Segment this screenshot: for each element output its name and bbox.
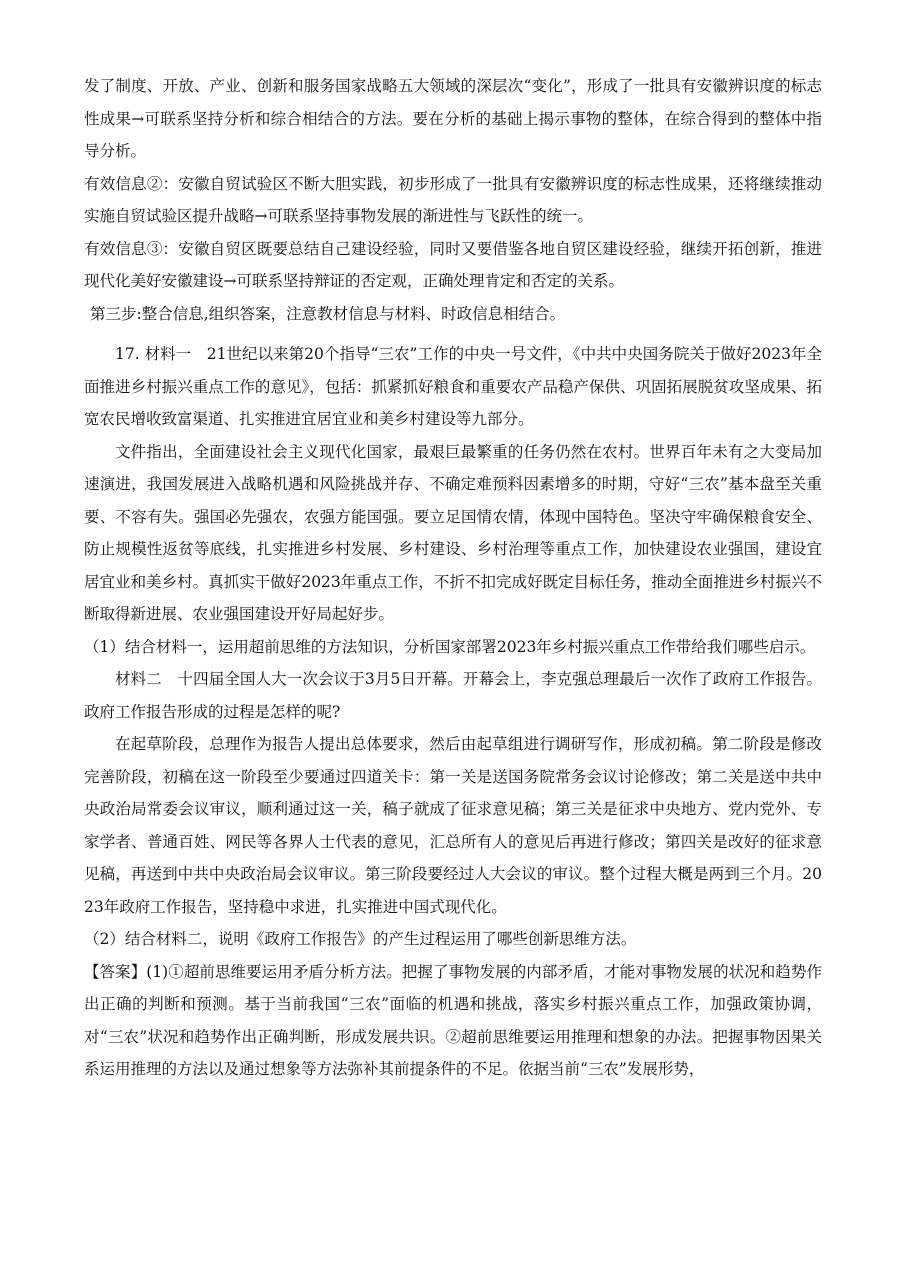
paragraph-info-3: 有效信息③：安徽自贸区既要总结自己建设经验，同时又要借鉴各地自贸区建设经验，继续开拓创新，推进现代化美好安徽建设→可联系坚持辩证的否定观，正确处理肯定和否定的关系。: [84, 239, 822, 290]
material-2-body: 在起草阶段，总理作为报告人提出总体要求，然后由起草组进行调研写作，形成初稿。第二阶段是修改完善阶段，初稿在这一阶段至少要通过四道关卡：第一关是送国务院常务会议讨论修改；第二关是送中共中央政治局常委会议审议，顺利通过这一关，稿子就成了征求意见稿；第三关是征求中央地方、党内党外、专家学者、普通百姓、网民等各界人士代表的意见，汇总所有人的意见后再进行修改；第四关是改好的征求意见稿，再送到中共中央政治局会议审议。第三阶段要经过人大会议的审议。整个过程大概是两到三个月。2023年政府工作报告，坚持稳中求进，扎实推进中国式现代化。: [84, 735, 822, 916]
material-2-intro: 材料二 十四届全国人大一次会议于3月5日开幕。开幕会上，李克强总理最后一次作了政府工作报告。政府工作报告形成的过程是怎样的呢?: [84, 670, 822, 721]
sub-question-1: （1）结合材料一，运用超前思维的方法知识，分析国家部署2023年乡村振兴重点工作带给我们哪些启示。: [84, 637, 816, 656]
sub-question-2: （2）结合材料二，说明《政府工作报告》的产生过程运用了哪些创新思维方法。: [84, 930, 637, 948]
answer-paragraph: 【答案】(1)①超前思维要运用矛盾分析方法。把握了事物发展的内部矛盾，才能对事物发展的状况和趋势作出正确的判断和预测。基于当前我国“三农”面临的机遇和挑战，落实乡村振兴重点工作，加强政策协调，对“三农”状况和趋势作出正确判断，形成发展共识。②超前思维要运用推理和想象的办法。把握事物因果关系运用推理的方法以及通过想象等方法弥补其前提条件的不足。依据当前“三农”发展形势，: [84, 962, 822, 1078]
material-1-body: 文件指出，全面建设社会主义现代化国家，最艰巨最繁重的任务仍然在农村。世界百年未有之大变局加速演进，我国发展进入战略机遇和风险挑战并存、不确定难预料因素增多的时期，守好“三农”基本盘至关重要、不容有失。强国必先强农，农强方能国强。要立足国情农情，体现中国特色。坚决守牢确保粮食安全、防止规模性返贫等底线，扎实推进乡村发展、乡村建设、乡村治理等重点工作，加快建设农业强国，建设宜居宜业和美乡村。真抓实干做好2023年重点工作，不折不扣完成好既定目标任务，推动全面推进乡村振兴不断取得新进展、农业强国建设开好局起好步。: [84, 442, 822, 623]
paragraph-continuation: 发了制度、开放、产业、创新和服务国家战略五大领域的深层次“变化”，形成了一批具有安徽辨识度的标志性成果→可联系坚持分析和综合相结合的方法。要在分析的基础上揭示事物的整体，在综合得到的整体中指导分析。: [84, 77, 822, 160]
document-page: [84, 70, 822, 1086]
question-17-material-1: 17. 材料一 21世纪以来第20个指导“三农”工作的中央一号文件，《中共中央国务院关于做好2023年全面推进乡村振兴重点工作的意见》，包括：抓紧抓好粮食和重要农产品稳产保供、巩固拓展脱贫攻坚成果、拓宽农民增收致富渠道、扎实推进宜居宜业和美乡村建设等九部分。: [84, 345, 822, 428]
paragraph-step-3: 第三步:整合信息,组织答案，注意教材信息与材料、时政信息相结合。: [90, 304, 566, 323]
paragraph-info-2: 有效信息②：安徽自贸试验区不断大胆实践，初步形成了一批具有安徽辨识度的标志性成果，还将继续推动实施自贸试验区提升战略→可联系坚持事物发展的渐进性与飞跃性的统一。: [84, 174, 822, 225]
